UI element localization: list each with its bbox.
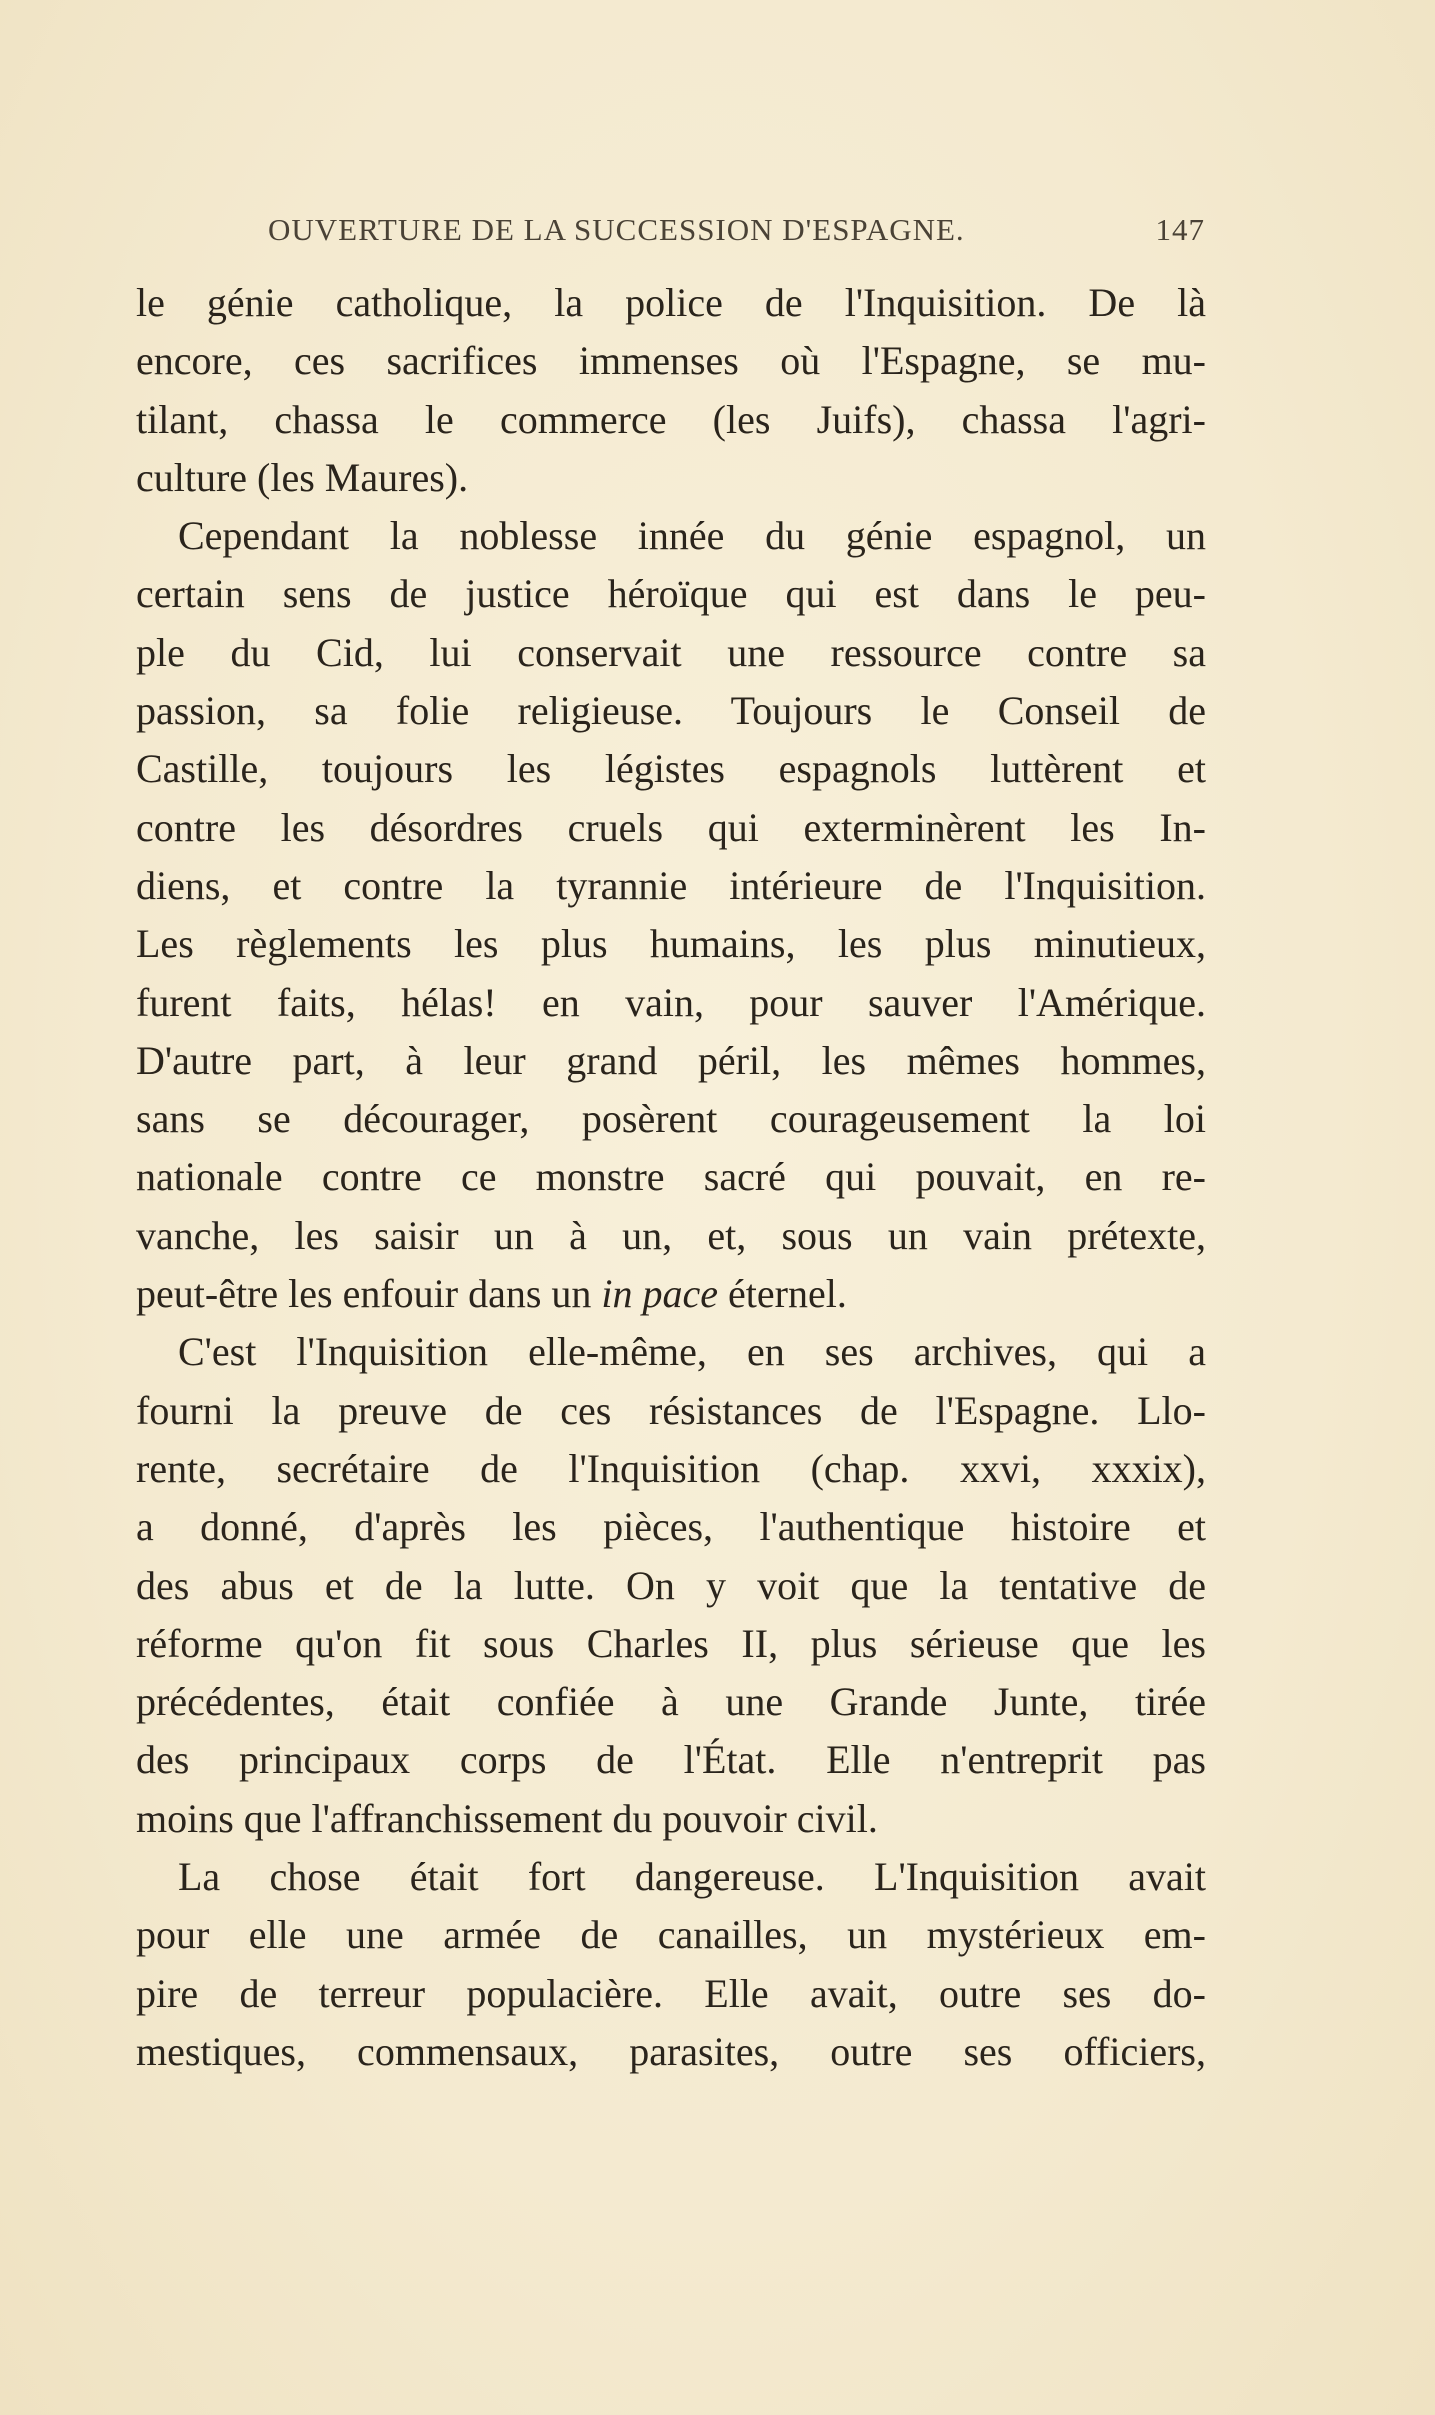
text-line: mestiques, commensaux, parasites, outre ses officiers,: [136, 2028, 1206, 2074]
text-line: Castille, toujours les légistes espagnols luttèrent et: [136, 746, 1206, 792]
text-line: précédentes, était confiée à une Grande Junte, tirée: [136, 1679, 1206, 1725]
text-line: contre les désordres cruels qui exterminèrent les In-: [136, 804, 1206, 850]
text-line: sans se décourager, posèrent courageusement la loi: [136, 1096, 1206, 1142]
text-line: Cependant la noblesse innée du génie espagnol, un: [178, 513, 1206, 559]
text-line: C'est l'Inquisition elle-même, en ses archives, qui a: [178, 1329, 1206, 1375]
running-head-title: OUVERTURE DE LA SUCCESSION D'ESPAGNE.: [268, 212, 965, 247]
text-line: a donné, d'après les pièces, l'authentique histoire et: [136, 1504, 1206, 1550]
body-text: [136, 274, 1206, 2081]
text-line: nationale contre ce monstre sacré qui pouvait, en re-: [136, 1154, 1206, 1200]
text-line: La chose était fort dangereuse. L'Inquisition avait: [178, 1854, 1206, 1900]
text-line: réforme qu'on fit sous Charles II, plus sérieuse que les: [136, 1620, 1206, 1666]
text-line: ple du Cid, lui conservait une ressource contre sa: [136, 629, 1206, 675]
text-line: culture (les Maures).: [136, 454, 469, 500]
text-segment: éternel.: [728, 1271, 847, 1317]
text-segment: peut-être les enfouir dans un: [136, 1271, 592, 1317]
text-line: des principaux corps de l'État. Elle n'entreprit pas: [136, 1737, 1206, 1783]
text-line: passion, sa folie religieuse. Toujours le Conseil de: [136, 688, 1206, 734]
text-line: moins que l'affranchissement du pouvoir civil.: [136, 1795, 878, 1841]
text-line: D'autre part, à leur grand péril, les mêmes hommes,: [136, 1037, 1206, 1083]
running-head: [268, 212, 1205, 252]
text-line: des abus et de la lutte. On y voit que la tentative de: [136, 1562, 1206, 1608]
text-line: certain sens de justice héroïque qui est dans le peu-: [136, 571, 1206, 617]
italic-phrase: in pace: [601, 1271, 719, 1317]
text-line: furent faits, hélas! en vain, pour sauver l'Amérique.: [136, 979, 1206, 1025]
text-line: fourni la preuve de ces résistances de l'Espagne. Llo-: [136, 1387, 1206, 1433]
text-line: rente, secrétaire de l'Inquisition (chap. xxvi, xxxix),: [136, 1445, 1206, 1491]
text-line: le génie catholique, la police de l'Inquisition. De là: [136, 280, 1206, 325]
text-line: tilant, chassa le commerce (les Juifs), chassa l'agri-: [136, 396, 1206, 442]
text-line: vanche, les saisir un à un, et, sous un vain prétexte,: [136, 1212, 1206, 1258]
text-line: pire de terreur populacière. Elle avait, outre ses do-: [136, 1970, 1206, 2016]
text-line: Les règlements les plus humains, les plus minutieux,: [136, 921, 1206, 967]
page-number: 147: [1155, 212, 1205, 247]
text-line: pour elle une armée de canailles, un mystérieux em-: [136, 1912, 1206, 1958]
text-line-with-italic: [136, 1265, 1206, 1323]
text-line: diens, et contre la tyrannie intérieure de l'Inquisition.: [136, 862, 1206, 908]
text-line: encore, ces sacrifices immenses où l'Espagne, se mu-: [136, 338, 1206, 384]
